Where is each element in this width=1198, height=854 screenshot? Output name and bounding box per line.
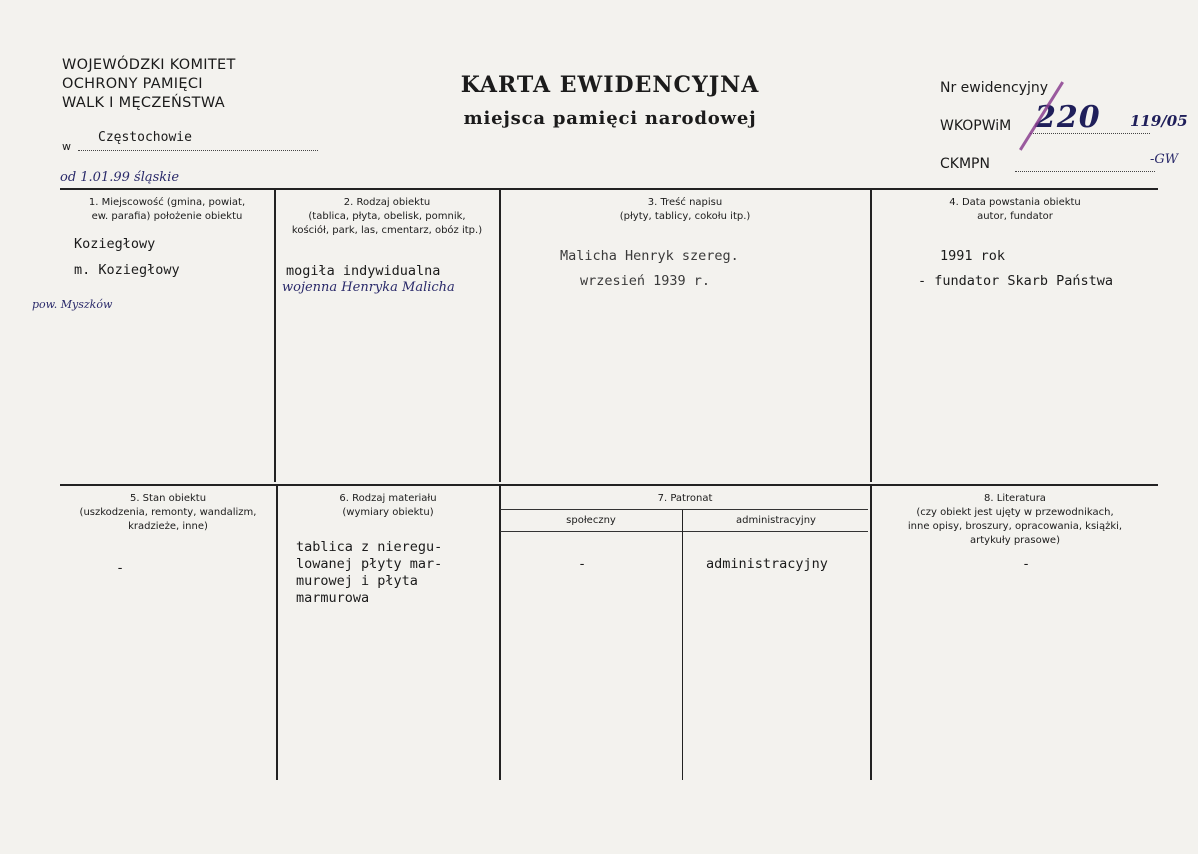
patronat-divider	[500, 531, 868, 532]
founder-value: - fundator Skarb Państwa	[918, 273, 1114, 289]
org-line: OCHRONY PAMIĘCI	[62, 76, 203, 92]
header-line: (uszkodzenia, remonty, wandalizm,	[79, 507, 257, 518]
registry-number-label: Nr ewidencyjny	[940, 80, 1049, 96]
patronat-administrative-header: administracyjny	[736, 515, 816, 526]
org-line: WOJEWÓDZKI KOMITET	[62, 57, 236, 73]
material-line-1: tablica z nieregu-	[296, 539, 443, 555]
patronat-social-value: -	[578, 556, 587, 572]
header-line: (wymiary obiektu)	[342, 507, 434, 518]
header-line: kradzieże, inne)	[128, 521, 208, 532]
patronat-social-header: społeczny	[566, 515, 616, 526]
header-line: ew. parafia) położenie obiektu	[91, 211, 243, 222]
material-line-4: marmurowa	[296, 590, 370, 606]
header-line: 7. Patronat	[657, 493, 713, 504]
bottom-table-border	[60, 484, 1158, 486]
header-line: 8. Literatura	[984, 493, 1046, 504]
handwritten-date-note: od 1.01.99 śląskie	[60, 170, 180, 185]
organization-name	[62, 56, 236, 113]
column-divider	[499, 188, 501, 482]
locality-value: Koziegłowy	[74, 236, 156, 252]
section-8-header	[872, 492, 1158, 548]
section-6-header	[278, 492, 498, 520]
ckmpn-label: CKMPN	[940, 156, 990, 172]
org-line: WALK I MĘCZEŃSTWA	[62, 95, 225, 111]
inscription-line-2: wrzesień 1939 r.	[580, 273, 711, 289]
header-line: 4. Data powstania obiektu	[949, 197, 1081, 208]
wkopwim-extra-number: 119/05	[1130, 112, 1188, 130]
ckmpn-value: -GW	[1150, 152, 1179, 167]
document-title-block	[400, 72, 820, 129]
material-line-3: murowej i płyta	[296, 573, 418, 589]
section-1-header	[62, 196, 272, 224]
creation-date-value: 1991 rok	[940, 248, 1006, 264]
document-subtitle: miejsca pamięci narodowej	[463, 108, 757, 129]
object-type-handwritten: wojenna Henryka Malicha	[282, 280, 455, 295]
location-label: w	[62, 140, 71, 153]
patronat-administrative-value: administracyjny	[706, 556, 828, 572]
condition-value: -	[116, 560, 125, 576]
inscription-line-1: Malicha Henryk szereg.	[560, 248, 739, 264]
header-line: 2. Rodzaj obiektu	[343, 197, 431, 208]
section-3-header	[501, 196, 869, 224]
handwritten-county-note: pow. Myszków	[32, 298, 113, 311]
wkopwim-label: WKOPWiM	[940, 118, 1012, 134]
material-line-2: lowanej płyty mar-	[296, 556, 443, 572]
section-4-header	[872, 196, 1158, 224]
header-line: 6. Rodzaj materiału	[339, 493, 437, 504]
top-table-border	[60, 188, 1158, 190]
document-title: KARTA EWIDENCYJNA	[460, 72, 760, 98]
header-line: 5. Stan obiektu	[129, 493, 207, 504]
column-divider	[276, 484, 278, 780]
patronat-column-divider	[682, 510, 683, 780]
literature-value: -	[1022, 556, 1031, 572]
ckmpn-dots	[1015, 171, 1155, 172]
header-line: autor, fundator	[977, 211, 1053, 222]
header-line: inne opisy, broszury, opracowania, książki,	[907, 521, 1123, 532]
patronat-divider	[500, 509, 868, 510]
header-line: kościół, park, las, cmentarz, obóz itp.)	[291, 225, 483, 236]
section-5-header	[62, 492, 274, 534]
column-divider	[870, 188, 872, 482]
location-value: Częstochowie	[78, 130, 318, 151]
header-line: artykuły prasowe)	[970, 535, 1060, 546]
header-line: (płyty, tablicy, cokołu itp.)	[619, 211, 751, 222]
header-line: (czy obiekt jest ujęty w przewodnikach,	[916, 507, 1114, 518]
object-type-value: mogiła indywidualna	[286, 263, 441, 279]
header-line: 1. Miejscowość (gmina, powiat,	[88, 197, 246, 208]
locality-detail-value: m. Koziegłowy	[74, 262, 180, 278]
section-7-header	[501, 492, 869, 506]
wkopwim-number: 220	[1035, 100, 1101, 135]
section-2-header	[276, 196, 498, 238]
header-line: 3. Treść napisu	[647, 197, 723, 208]
header-line: (tablica, płyta, obelisk, pomnik,	[308, 211, 466, 222]
column-divider	[499, 484, 501, 780]
